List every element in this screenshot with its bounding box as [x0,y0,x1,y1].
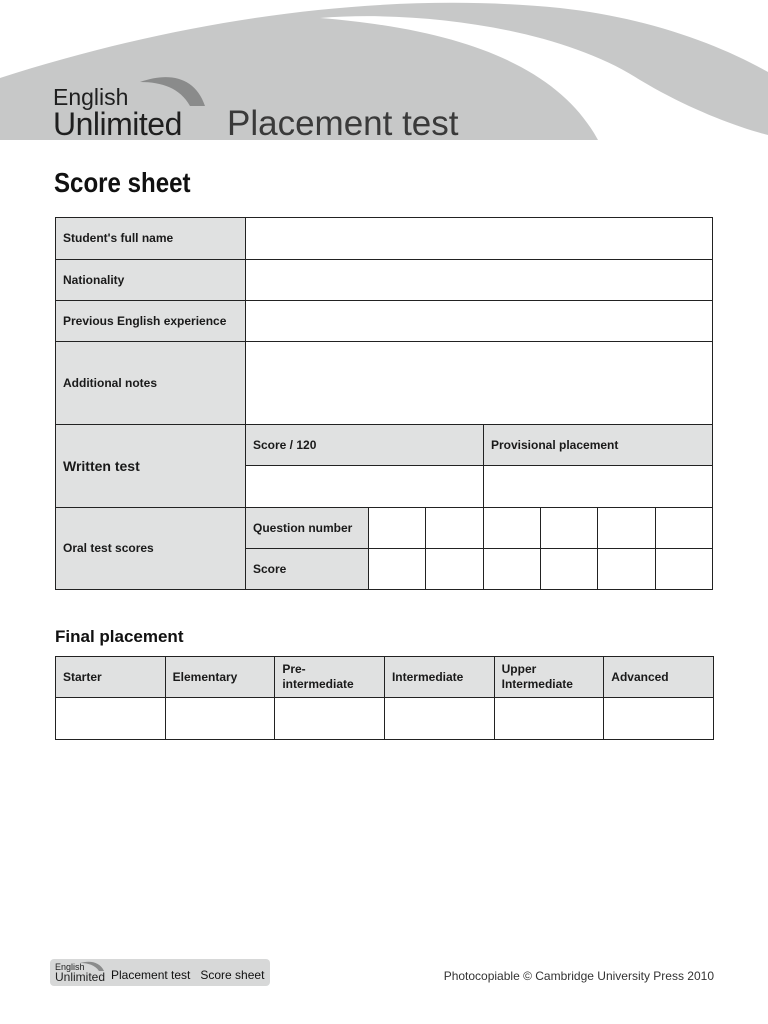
footer-brand-line1: English [55,962,85,972]
student-name-field[interactable] [246,218,713,260]
oral-score-cell[interactable] [483,549,540,590]
info-row-nationality [56,260,713,301]
page-title: Score sheet [54,167,191,198]
info-label: Previous English experience [56,301,246,342]
oral-score-cell[interactable] [369,549,426,590]
question-number-cell[interactable] [655,508,712,549]
oral-score-cell[interactable] [426,549,483,590]
level-mark-cell[interactable] [494,698,604,740]
question-number-cell[interactable] [598,508,655,549]
oral-score-cell[interactable] [655,549,712,590]
question-number-cell[interactable] [369,508,426,549]
level-header-starter: Starter [56,657,166,698]
written-test-table [55,424,713,508]
info-row-experience [56,301,713,342]
notes-field[interactable] [246,342,713,425]
footer-badge [50,959,270,986]
level-header-advanced: Advanced [604,657,714,698]
question-number-label: Question number [246,508,369,549]
provisional-placement-header: Provisional placement [484,425,713,466]
footer-text: Placement test Score sheet [111,968,265,982]
student-info-table [55,217,713,425]
brand-line2: Unlimited [53,106,182,140]
level-header-upper-intermediate: Upper Intermediate [494,657,604,698]
written-test-label: Written test [56,425,246,508]
brand-line1: English [53,84,129,110]
experience-field[interactable] [246,301,713,342]
footer-brand-line2: Unlimited [55,970,106,984]
score-header: Score / 120 [246,425,484,466]
page-header [0,0,768,140]
level-mark-cell[interactable] [56,698,166,740]
info-label: Nationality [56,260,246,301]
nationality-field[interactable] [246,260,713,301]
question-number-cell[interactable] [426,508,483,549]
question-number-cell[interactable] [483,508,540,549]
info-label: Additional notes [56,342,246,425]
header-title: Placement test [227,104,459,140]
oral-test-table [55,507,713,590]
level-mark-cell[interactable] [275,698,385,740]
final-placement-table [55,656,714,740]
footer-copyright: Photocopiable © Cambridge University Press 2010 [443,969,714,983]
oral-score-cell[interactable] [598,549,655,590]
level-header-elementary: Elementary [165,657,275,698]
level-mark-cell[interactable] [604,698,714,740]
info-row-notes [56,342,713,425]
oral-score-label: Score [246,549,369,590]
level-header-pre-intermediate: Pre-intermediate [275,657,385,698]
info-label: Student's full name [56,218,246,260]
level-mark-cell[interactable] [165,698,275,740]
level-header-intermediate: Intermediate [384,657,494,698]
oral-test-label: Oral test scores [56,508,246,590]
final-placement-title: Final placement [55,627,184,646]
written-score-field[interactable] [246,466,484,508]
oral-score-cell[interactable] [540,549,597,590]
question-number-cell[interactable] [540,508,597,549]
provisional-placement-field[interactable] [484,466,713,508]
level-mark-cell[interactable] [384,698,494,740]
info-row-name [56,218,713,260]
